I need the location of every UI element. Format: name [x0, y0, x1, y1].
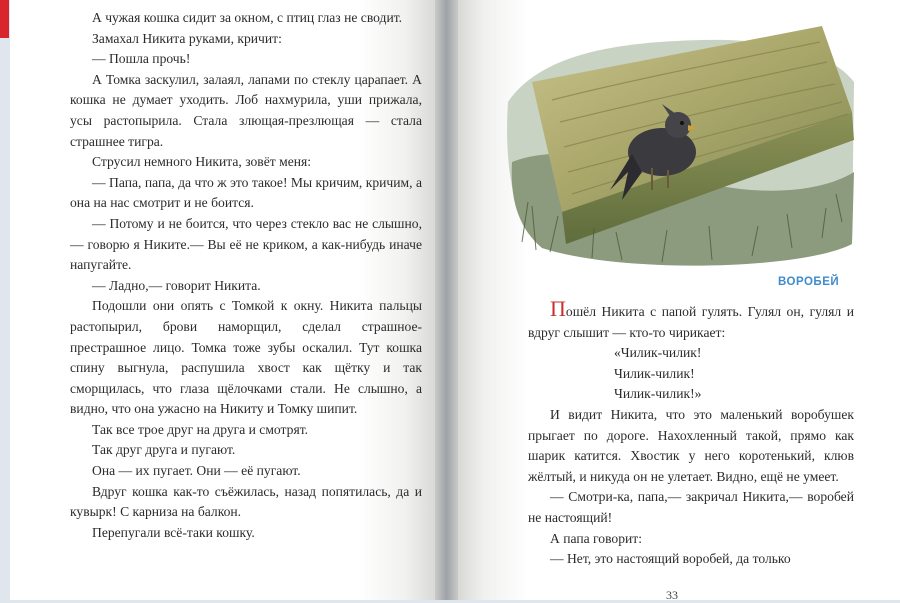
- chapter-title: ВОРОБЕЙ: [778, 276, 840, 288]
- paragraph: И видит Никита, что это маленький воробушек прыгает по дороге. Нахохленный такой, прямо как шарик катится. Хвостик у него коротенький, клюв жёлтый, и никуда он не улетает. Видно, ещё не умеет.: [528, 406, 854, 484]
- page-number: 33: [666, 588, 678, 602]
- paragraph: А папа говорит:: [550, 530, 642, 546]
- paragraph: Перепугали всё-таки кошку.: [92, 524, 255, 540]
- paragraph: А Томка заскулил, залаял, лапами по стеклу царапает. А кошка не думает уходить. Лоб нахмурила, уши прижала, усы растопырила. Стала злющая-презлющая — стала страшнее тигра.: [70, 71, 422, 149]
- bookmark-tab: [0, 0, 9, 38]
- paragraph: — Папа, папа, да что ж это такое! Мы кричим, кричим, а она на нас смотрит и не боится.: [70, 174, 422, 211]
- paragraph: — Смотри-ка, папа,— закричал Никита,— воробей не настоящий!: [528, 489, 854, 525]
- paragraph: — Нет, это настоящий воробей, да только: [550, 551, 791, 567]
- right-page-text: [528, 296, 854, 570]
- paragraph: Вдруг кошка как-то съёжилась, назад попятилась, да и кувырк! С карниза на балкон.: [70, 483, 422, 520]
- paragraph: — Пошла прочь!: [92, 51, 191, 67]
- paragraph: Струсил немного Никита, зовёт меня:: [92, 154, 312, 170]
- paragraph: Подошли они опять с Томкой к окну. Никита пальцы растопырил, брови наморщил, сделал страшное-престрашное лицо. Томка тоже зубы оскалил. Тут кошка спину выгнула, распушила хвост как щётку и так сморщилась, что глаза щёлочками стали. Не слышно, а видно, что она ужасно на Никиту и Томку шипит.: [70, 298, 422, 417]
- verse-line: Чилик-чилик!: [614, 365, 695, 381]
- left-page-text: [70, 8, 422, 543]
- paragraph: Так друг друга и пугают.: [92, 442, 236, 458]
- paragraph: Замахал Никита руками, кричит:: [92, 30, 282, 46]
- paragraph: — Потому и не боится, что через стекло вас не слышно,— говорю я Никите.— Вы её не криком, а как-нибудь иначе напугайте.: [70, 215, 422, 273]
- verse-line: Чилик-чилик!»: [614, 386, 702, 402]
- verse-line: «Чилик-чилик!: [614, 345, 702, 361]
- dropcap: П: [550, 296, 566, 321]
- book-gutter: [435, 0, 458, 600]
- paragraph: А чужая кошка сидит за окном, с птиц глаз не сводит.: [92, 10, 403, 25]
- first-paragraph-text: ошёл Никита с папой гулять. Гулял он, гулял и вдруг слышит — кто-то чирикает:: [528, 304, 854, 340]
- paragraph: Так все трое друг на друга и смотрят.: [92, 421, 309, 437]
- first-paragraph: [528, 296, 854, 343]
- sparrow-illustration: [502, 12, 858, 272]
- paragraph: — Ладно,— говорит Никита.: [92, 277, 261, 293]
- paragraph: Она — их пугает. Они — её пугают.: [92, 463, 301, 479]
